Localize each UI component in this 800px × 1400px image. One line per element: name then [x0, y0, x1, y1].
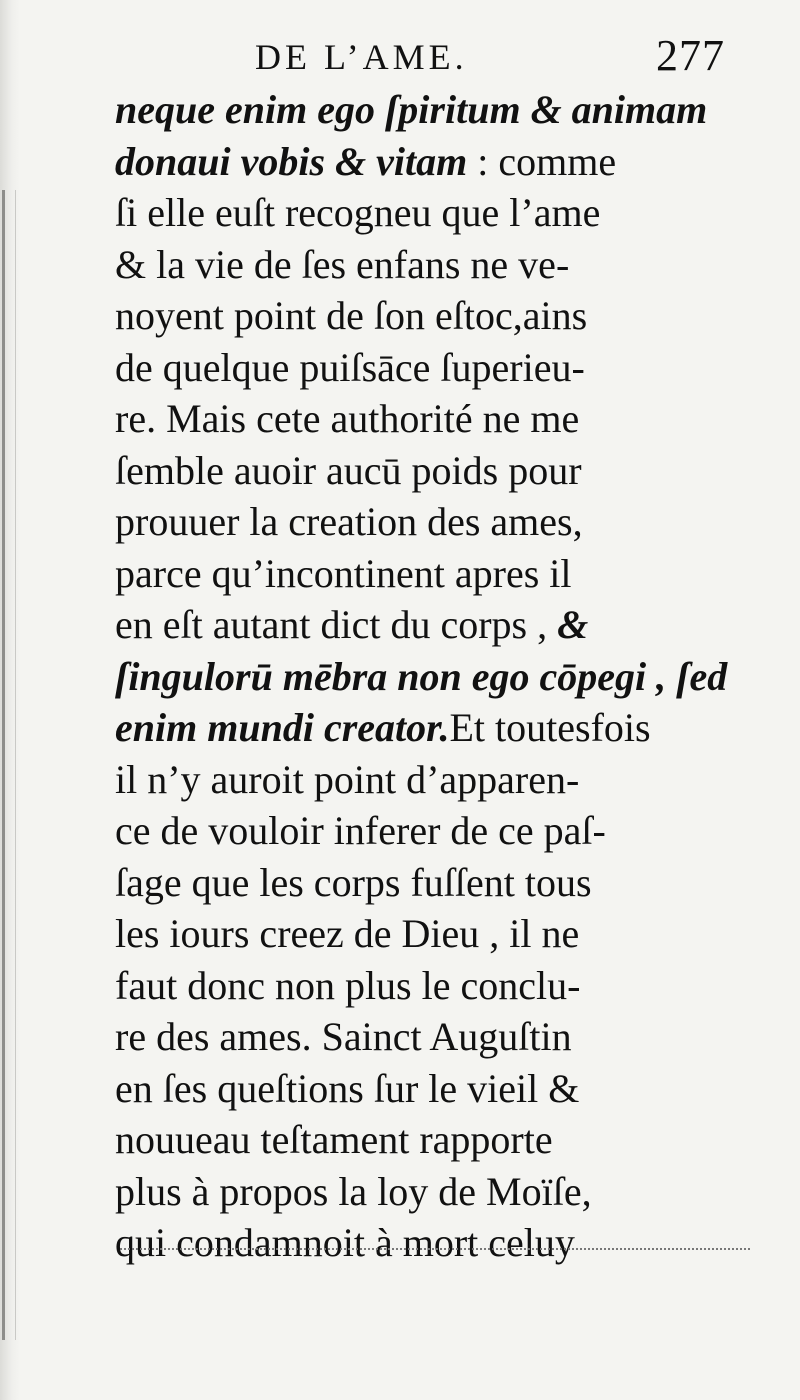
text-line: [115, 239, 750, 291]
text-line-content: [115, 393, 579, 445]
text-line: [115, 702, 750, 754]
text-line: [115, 908, 750, 960]
text-line-content: [115, 908, 579, 960]
bottom-rule: [120, 1248, 750, 1254]
text-segment: re des ames. Sainct Auguſtin: [115, 1014, 572, 1059]
text-line-content: [115, 1063, 579, 1115]
italic-segment: enim mundi creator.: [115, 705, 450, 750]
text-line: [115, 1011, 750, 1063]
text-line: [115, 960, 750, 1012]
text-segment: & la vie de ſes enfans ne ve-: [115, 241, 570, 287]
text-line: [115, 187, 750, 239]
text-line: [115, 1063, 750, 1115]
text-line: [115, 1217, 750, 1269]
text-line-content: [115, 445, 582, 497]
text-line: [115, 805, 750, 857]
text-line-content: [115, 548, 571, 600]
running-head: DE L’AME.: [255, 37, 468, 77]
text-line-content: [115, 1114, 553, 1166]
text-line-content: [115, 702, 651, 754]
text-segment: ſage que les corps fuſſent tous: [115, 859, 592, 905]
text-line: [115, 599, 750, 651]
text-segment: prouuer la creation des ames,: [115, 499, 583, 544]
text-line: [115, 1114, 750, 1166]
italic-segment: neque enim ego ſpiritum & animam: [115, 87, 708, 132]
text-line-content: [115, 960, 580, 1012]
text-line: [115, 290, 750, 342]
text-line: [115, 445, 750, 497]
italic-segment: &: [557, 602, 589, 647]
text-line-content: [115, 136, 616, 188]
page-left-edge: [0, 0, 20, 1400]
text-line-content: [115, 1217, 575, 1269]
text-line-content: [115, 84, 707, 136]
text-segment: ſemble auoir aucū poids pour: [115, 447, 582, 493]
text-line-content: [115, 754, 579, 806]
text-segment: en ſes queſtions ſur le vieil &: [115, 1065, 580, 1111]
text-segment: : comme: [467, 138, 617, 184]
text-line: [115, 136, 750, 188]
body-text: [115, 84, 750, 1269]
text-line-content: [115, 1011, 572, 1063]
text-line-content: [115, 342, 585, 394]
text-segment: Et toutesfois: [449, 705, 651, 750]
text-line: [115, 651, 750, 703]
text-line: [115, 496, 750, 548]
text-line-content: [115, 599, 588, 651]
italic-segment: ſingulorū mēbra non ego cōpegi , ſed: [115, 653, 728, 699]
page-header: [255, 30, 725, 82]
text-line: [115, 754, 750, 806]
text-segment: il n’y auroit point d’apparen-: [115, 756, 580, 802]
italic-segment: donaui vobis & vitam: [115, 138, 468, 184]
text-line: [115, 1166, 750, 1218]
text-line-content: [115, 651, 727, 703]
text-segment: faut donc non plus le conclu-: [115, 962, 581, 1008]
text-segment: noyent point de ſon eſtoc,ains: [115, 293, 588, 338]
text-segment: qui condamnoit à mort celuy: [115, 1220, 575, 1265]
page-number: 277: [656, 31, 725, 80]
text-line: [115, 393, 750, 445]
text-segment: parce qu’incontinent apres il: [115, 550, 572, 596]
text-segment: nouueau teſtament rapporte: [115, 1117, 553, 1162]
text-line-content: [115, 857, 592, 909]
text-segment: de quelque puiſsāce ſuperieu-: [115, 344, 585, 390]
text-segment: les iours creez de Dieu , il ne: [115, 911, 580, 956]
text-line-content: [115, 187, 600, 239]
text-segment: ſi elle euſt recogneu que l’ame: [115, 190, 601, 235]
text-line-content: [115, 1166, 592, 1218]
text-line: [115, 548, 750, 600]
text-segment: ce de vouloir inferer de ce paſ-: [115, 808, 606, 853]
text-segment: en eſt autant dict du corps ,: [115, 602, 558, 647]
text-line-content: [115, 239, 569, 291]
text-line-content: [115, 805, 606, 857]
text-line-content: [115, 496, 583, 548]
text-line: [115, 342, 750, 394]
text-segment: plus à propos la loy de Moïſe,: [115, 1168, 592, 1214]
text-line: [115, 857, 750, 909]
spine-shadow: [2, 190, 16, 1340]
text-line: [115, 84, 750, 136]
text-line-content: [115, 290, 587, 342]
text-segment: re. Mais cete authorité ne me: [115, 396, 580, 441]
